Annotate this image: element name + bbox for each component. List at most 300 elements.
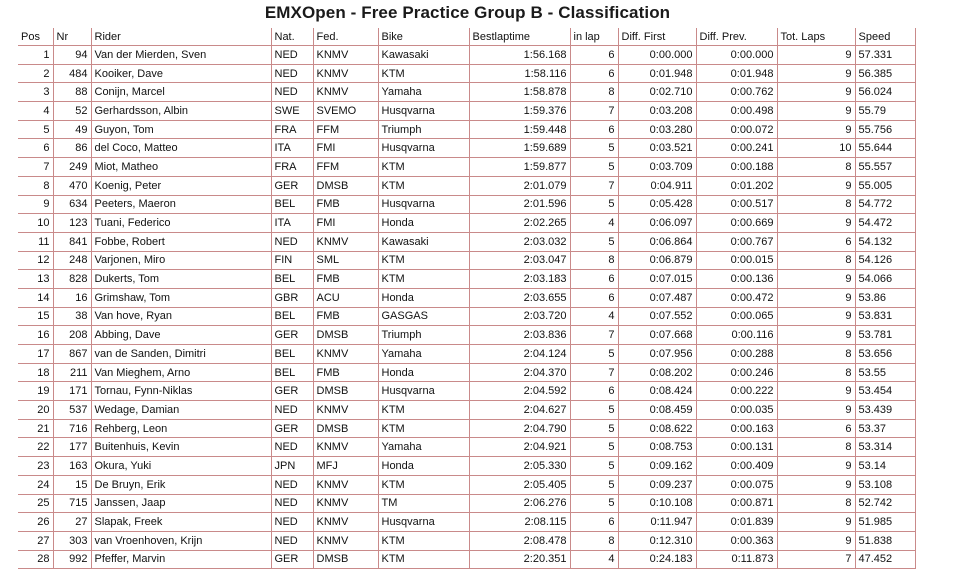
cell-diff-first: 0:06.879 <box>618 251 696 270</box>
cell-in-lap: 8 <box>570 531 618 550</box>
cell-bestlaptime: 1:59.877 <box>469 158 570 177</box>
cell-nat: GER <box>271 550 313 569</box>
cell-diff-prev: 0:01.948 <box>696 64 777 83</box>
cell-in-lap: 5 <box>570 494 618 513</box>
table-row <box>18 139 915 158</box>
cell-fed: DMSB <box>313 382 378 401</box>
cell-nr: 470 <box>53 176 91 195</box>
cell-tot-laps: 9 <box>777 120 855 139</box>
cell-nr: 86 <box>53 139 91 158</box>
cell-nat: GER <box>271 176 313 195</box>
table-row <box>18 494 915 513</box>
cell-in-lap: 7 <box>570 176 618 195</box>
cell-tot-laps: 8 <box>777 438 855 457</box>
cell-rider: Kooiker, Dave <box>91 64 271 83</box>
cell-diff-prev: 0:00.288 <box>696 345 777 364</box>
cell-bike: Husqvarna <box>378 102 469 121</box>
cell-diff-prev: 0:00.188 <box>696 158 777 177</box>
cell-speed: 54.132 <box>855 232 915 251</box>
cell-pos: 17 <box>18 345 53 364</box>
table-row <box>18 251 915 270</box>
cell-diff-first: 0:05.428 <box>618 195 696 214</box>
table-row <box>18 345 915 364</box>
cell-speed: 54.126 <box>855 251 915 270</box>
cell-diff-prev: 0:00.163 <box>696 419 777 438</box>
cell-diff-prev: 0:11.873 <box>696 550 777 569</box>
cell-rider: Tornau, Fynn-Niklas <box>91 382 271 401</box>
cell-diff-first: 0:08.202 <box>618 363 696 382</box>
cell-bike: Kawasaki <box>378 46 469 65</box>
cell-speed: 54.066 <box>855 270 915 289</box>
table-body <box>18 46 915 569</box>
cell-diff-prev: 0:00.871 <box>696 494 777 513</box>
cell-nr: 716 <box>53 419 91 438</box>
cell-diff-first: 0:07.956 <box>618 345 696 364</box>
cell-fed: FMB <box>313 363 378 382</box>
cell-bike: Honda <box>378 457 469 476</box>
cell-fed: FFM <box>313 158 378 177</box>
cell-rider: Dukerts, Tom <box>91 270 271 289</box>
cell-nr: 163 <box>53 457 91 476</box>
cell-nr: 634 <box>53 195 91 214</box>
cell-in-lap: 5 <box>570 457 618 476</box>
cell-fed: KNMV <box>313 531 378 550</box>
cell-pos: 3 <box>18 83 53 102</box>
cell-speed: 53.37 <box>855 419 915 438</box>
cell-tot-laps: 9 <box>777 64 855 83</box>
cell-nat: NED <box>271 494 313 513</box>
table-row <box>18 475 915 494</box>
cell-tot-laps: 9 <box>777 457 855 476</box>
cell-nr: 177 <box>53 438 91 457</box>
cell-tot-laps: 8 <box>777 158 855 177</box>
cell-diff-prev: 0:01.202 <box>696 176 777 195</box>
cell-bike: Honda <box>378 288 469 307</box>
cell-in-lap: 6 <box>570 288 618 307</box>
table-row <box>18 550 915 569</box>
cell-bestlaptime: 2:08.115 <box>469 513 570 532</box>
cell-diff-first: 0:24.183 <box>618 550 696 569</box>
cell-pos: 23 <box>18 457 53 476</box>
cell-diff-prev: 0:00.762 <box>696 83 777 102</box>
cell-speed: 53.86 <box>855 288 915 307</box>
cell-nat: NED <box>271 401 313 420</box>
cell-nat: NED <box>271 475 313 494</box>
cell-pos: 14 <box>18 288 53 307</box>
cell-nat: FRA <box>271 158 313 177</box>
cell-diff-prev: 0:00.222 <box>696 382 777 401</box>
cell-in-lap: 6 <box>570 382 618 401</box>
cell-tot-laps: 7 <box>777 550 855 569</box>
cell-bestlaptime: 2:04.124 <box>469 345 570 364</box>
cell-rider: Pfeffer, Marvin <box>91 550 271 569</box>
cell-nr: 16 <box>53 288 91 307</box>
cell-diff-first: 0:06.097 <box>618 214 696 233</box>
table-row <box>18 288 915 307</box>
cell-in-lap: 6 <box>570 270 618 289</box>
cell-speed: 57.331 <box>855 46 915 65</box>
cell-speed: 54.772 <box>855 195 915 214</box>
cell-fed: DMSB <box>313 419 378 438</box>
cell-bestlaptime: 1:58.116 <box>469 64 570 83</box>
cell-pos: 7 <box>18 158 53 177</box>
cell-in-lap: 5 <box>570 139 618 158</box>
cell-nr: 841 <box>53 232 91 251</box>
cell-speed: 56.024 <box>855 83 915 102</box>
cell-tot-laps: 6 <box>777 232 855 251</box>
cell-rider: van de Sanden, Dimitri <box>91 345 271 364</box>
cell-in-lap: 5 <box>570 401 618 420</box>
cell-bike: Husqvarna <box>378 513 469 532</box>
table-row <box>18 363 915 382</box>
cell-diff-prev: 0:00.246 <box>696 363 777 382</box>
table-row <box>18 120 915 139</box>
cell-fed: KNMV <box>313 46 378 65</box>
table-row <box>18 401 915 420</box>
cell-nat: ITA <box>271 139 313 158</box>
cell-diff-first: 0:09.237 <box>618 475 696 494</box>
cell-tot-laps: 8 <box>777 195 855 214</box>
cell-nr: 537 <box>53 401 91 420</box>
cell-bike: Yamaha <box>378 438 469 457</box>
table-header-row <box>18 28 915 46</box>
cell-diff-prev: 0:00.072 <box>696 120 777 139</box>
cell-speed: 56.385 <box>855 64 915 83</box>
cell-tot-laps: 9 <box>777 102 855 121</box>
cell-nat: BEL <box>271 270 313 289</box>
cell-speed: 53.314 <box>855 438 915 457</box>
cell-tot-laps: 9 <box>777 382 855 401</box>
cell-bike: Husqvarna <box>378 139 469 158</box>
cell-fed: FFM <box>313 120 378 139</box>
cell-pos: 27 <box>18 531 53 550</box>
cell-pos: 13 <box>18 270 53 289</box>
cell-rider: del Coco, Matteo <box>91 139 271 158</box>
cell-fed: KNMV <box>313 83 378 102</box>
cell-rider: Fobbe, Robert <box>91 232 271 251</box>
cell-diff-prev: 0:01.839 <box>696 513 777 532</box>
cell-tot-laps: 9 <box>777 270 855 289</box>
table-row <box>18 46 915 65</box>
cell-nr: 303 <box>53 531 91 550</box>
cell-diff-first: 0:04.911 <box>618 176 696 195</box>
cell-speed: 53.831 <box>855 307 915 326</box>
cell-bestlaptime: 2:03.047 <box>469 251 570 270</box>
cell-nat: ITA <box>271 214 313 233</box>
cell-nr: 123 <box>53 214 91 233</box>
table-row <box>18 214 915 233</box>
cell-bike: KTM <box>378 270 469 289</box>
cell-in-lap: 4 <box>570 214 618 233</box>
cell-bestlaptime: 1:59.448 <box>469 120 570 139</box>
cell-in-lap: 6 <box>570 46 618 65</box>
cell-bestlaptime: 2:01.596 <box>469 195 570 214</box>
cell-bike: KTM <box>378 401 469 420</box>
cell-bike: KTM <box>378 176 469 195</box>
cell-bestlaptime: 2:05.405 <box>469 475 570 494</box>
table-row <box>18 176 915 195</box>
cell-fed: SVEMO <box>313 102 378 121</box>
cell-pos: 11 <box>18 232 53 251</box>
cell-nat: GER <box>271 326 313 345</box>
cell-nr: 484 <box>53 64 91 83</box>
cell-nat: FIN <box>271 251 313 270</box>
cell-pos: 20 <box>18 401 53 420</box>
cell-bike: KTM <box>378 158 469 177</box>
column-header-rider: Rider <box>91 28 271 46</box>
cell-nat: JPN <box>271 457 313 476</box>
cell-fed: FMI <box>313 214 378 233</box>
cell-pos: 5 <box>18 120 53 139</box>
cell-rider: De Bruyn, Erik <box>91 475 271 494</box>
cell-bestlaptime: 2:02.265 <box>469 214 570 233</box>
column-header-in-lap: in lap <box>570 28 618 46</box>
cell-speed: 52.742 <box>855 494 915 513</box>
column-header-nat: Nat. <box>271 28 313 46</box>
cell-diff-first: 0:02.710 <box>618 83 696 102</box>
cell-nr: 828 <box>53 270 91 289</box>
cell-pos: 6 <box>18 139 53 158</box>
cell-fed: FMB <box>313 307 378 326</box>
cell-diff-prev: 0:00.131 <box>696 438 777 457</box>
cell-bike: KTM <box>378 419 469 438</box>
cell-nr: 992 <box>53 550 91 569</box>
cell-diff-first: 0:07.668 <box>618 326 696 345</box>
cell-nr: 208 <box>53 326 91 345</box>
page-title: EMXOpen - Free Practice Group B - Classification <box>264 3 671 22</box>
cell-tot-laps: 8 <box>777 494 855 513</box>
cell-diff-first: 0:03.709 <box>618 158 696 177</box>
cell-bestlaptime: 2:20.351 <box>469 550 570 569</box>
cell-nat: NED <box>271 64 313 83</box>
cell-bike: Triumph <box>378 326 469 345</box>
column-header-tot-laps: Tot. Laps <box>777 28 855 46</box>
cell-rider: Gerhardsson, Albin <box>91 102 271 121</box>
cell-pos: 15 <box>18 307 53 326</box>
column-header-bestlaptime: Bestlaptime <box>469 28 570 46</box>
cell-diff-first: 0:07.552 <box>618 307 696 326</box>
cell-nat: GBR <box>271 288 313 307</box>
cell-bestlaptime: 2:08.478 <box>469 531 570 550</box>
cell-pos: 19 <box>18 382 53 401</box>
cell-rider: Peeters, Maeron <box>91 195 271 214</box>
cell-nr: 715 <box>53 494 91 513</box>
cell-rider: Rehberg, Leon <box>91 419 271 438</box>
cell-fed: MFJ <box>313 457 378 476</box>
cell-nr: 249 <box>53 158 91 177</box>
cell-rider: Buitenhuis, Kevin <box>91 438 271 457</box>
cell-diff-first: 0:09.162 <box>618 457 696 476</box>
cell-nr: 88 <box>53 83 91 102</box>
table-row <box>18 438 915 457</box>
cell-bike: Yamaha <box>378 345 469 364</box>
cell-nat: NED <box>271 531 313 550</box>
cell-in-lap: 5 <box>570 158 618 177</box>
cell-in-lap: 4 <box>570 550 618 569</box>
cell-in-lap: 8 <box>570 251 618 270</box>
cell-speed: 55.756 <box>855 120 915 139</box>
cell-speed: 51.838 <box>855 531 915 550</box>
cell-bestlaptime: 1:56.168 <box>469 46 570 65</box>
cell-tot-laps: 9 <box>777 83 855 102</box>
cell-bestlaptime: 2:04.790 <box>469 419 570 438</box>
cell-in-lap: 5 <box>570 475 618 494</box>
cell-tot-laps: 8 <box>777 251 855 270</box>
cell-diff-prev: 0:00.363 <box>696 531 777 550</box>
table-row <box>18 64 915 83</box>
cell-diff-prev: 0:00.498 <box>696 102 777 121</box>
cell-diff-first: 0:10.108 <box>618 494 696 513</box>
cell-rider: Guyon, Tom <box>91 120 271 139</box>
cell-diff-first: 0:03.521 <box>618 139 696 158</box>
cell-fed: FMI <box>313 139 378 158</box>
cell-rider: Wedage, Damian <box>91 401 271 420</box>
cell-bike: Honda <box>378 363 469 382</box>
cell-in-lap: 5 <box>570 419 618 438</box>
cell-nat: NED <box>271 83 313 102</box>
cell-bike: KTM <box>378 64 469 83</box>
column-header-nr: Nr <box>53 28 91 46</box>
cell-diff-prev: 0:00.015 <box>696 251 777 270</box>
cell-in-lap: 5 <box>570 232 618 251</box>
cell-diff-prev: 0:00.000 <box>696 46 777 65</box>
cell-bestlaptime: 1:58.878 <box>469 83 570 102</box>
cell-diff-first: 0:00.000 <box>618 46 696 65</box>
table-row <box>18 232 915 251</box>
cell-speed: 53.454 <box>855 382 915 401</box>
classification-table <box>18 28 916 569</box>
table-row <box>18 158 915 177</box>
cell-bestlaptime: 2:03.720 <box>469 307 570 326</box>
cell-bike: Honda <box>378 214 469 233</box>
cell-bestlaptime: 2:04.627 <box>469 401 570 420</box>
cell-pos: 26 <box>18 513 53 532</box>
cell-pos: 9 <box>18 195 53 214</box>
cell-in-lap: 5 <box>570 195 618 214</box>
cell-diff-first: 0:08.424 <box>618 382 696 401</box>
table-row <box>18 531 915 550</box>
cell-in-lap: 5 <box>570 438 618 457</box>
cell-in-lap: 7 <box>570 326 618 345</box>
cell-speed: 53.656 <box>855 345 915 364</box>
cell-tot-laps: 9 <box>777 176 855 195</box>
cell-rider: Miot, Matheo <box>91 158 271 177</box>
cell-tot-laps: 8 <box>777 345 855 364</box>
cell-bestlaptime: 2:05.330 <box>469 457 570 476</box>
cell-fed: KNMV <box>313 513 378 532</box>
cell-bestlaptime: 2:04.592 <box>469 382 570 401</box>
cell-rider: Abbing, Dave <box>91 326 271 345</box>
cell-bestlaptime: 2:03.183 <box>469 270 570 289</box>
cell-tot-laps: 9 <box>777 401 855 420</box>
cell-rider: Conijn, Marcel <box>91 83 271 102</box>
cell-fed: KNMV <box>313 232 378 251</box>
cell-in-lap: 8 <box>570 83 618 102</box>
cell-rider: Grimshaw, Tom <box>91 288 271 307</box>
cell-diff-prev: 0:00.517 <box>696 195 777 214</box>
cell-bestlaptime: 2:01.079 <box>469 176 570 195</box>
table-row <box>18 382 915 401</box>
cell-tot-laps: 9 <box>777 326 855 345</box>
cell-nr: 15 <box>53 475 91 494</box>
cell-diff-first: 0:11.947 <box>618 513 696 532</box>
cell-diff-prev: 0:00.035 <box>696 401 777 420</box>
cell-rider: Tuani, Federico <box>91 214 271 233</box>
cell-nr: 248 <box>53 251 91 270</box>
cell-bike: KTM <box>378 550 469 569</box>
cell-nr: 38 <box>53 307 91 326</box>
table-row <box>18 83 915 102</box>
cell-diff-prev: 0:00.409 <box>696 457 777 476</box>
cell-diff-first: 0:06.864 <box>618 232 696 251</box>
cell-in-lap: 7 <box>570 102 618 121</box>
table-row <box>18 457 915 476</box>
cell-nat: NED <box>271 232 313 251</box>
cell-rider: Van hove, Ryan <box>91 307 271 326</box>
cell-diff-first: 0:08.753 <box>618 438 696 457</box>
cell-bike: Husqvarna <box>378 382 469 401</box>
table-row <box>18 270 915 289</box>
column-header-diff-prev: Diff. Prev. <box>696 28 777 46</box>
cell-tot-laps: 9 <box>777 214 855 233</box>
cell-pos: 8 <box>18 176 53 195</box>
cell-nr: 49 <box>53 120 91 139</box>
cell-pos: 2 <box>18 64 53 83</box>
cell-fed: DMSB <box>313 176 378 195</box>
cell-rider: Varjonen, Miro <box>91 251 271 270</box>
table-row <box>18 326 915 345</box>
cell-diff-first: 0:01.948 <box>618 64 696 83</box>
cell-bike: KTM <box>378 475 469 494</box>
cell-pos: 25 <box>18 494 53 513</box>
cell-speed: 53.439 <box>855 401 915 420</box>
cell-nat: BEL <box>271 345 313 364</box>
cell-tot-laps: 9 <box>777 531 855 550</box>
cell-diff-first: 0:08.622 <box>618 419 696 438</box>
cell-fed: KNMV <box>313 401 378 420</box>
cell-nr: 211 <box>53 363 91 382</box>
cell-fed: KNMV <box>313 345 378 364</box>
cell-diff-prev: 0:00.472 <box>696 288 777 307</box>
cell-diff-prev: 0:00.241 <box>696 139 777 158</box>
cell-speed: 53.781 <box>855 326 915 345</box>
cell-fed: DMSB <box>313 550 378 569</box>
cell-nat: BEL <box>271 195 313 214</box>
cell-diff-first: 0:07.015 <box>618 270 696 289</box>
cell-tot-laps: 9 <box>777 288 855 307</box>
cell-bestlaptime: 2:04.921 <box>469 438 570 457</box>
cell-rider: Van der Mierden, Sven <box>91 46 271 65</box>
cell-pos: 18 <box>18 363 53 382</box>
cell-nat: NED <box>271 438 313 457</box>
cell-speed: 51.985 <box>855 513 915 532</box>
cell-bestlaptime: 2:03.836 <box>469 326 570 345</box>
cell-diff-first: 0:12.310 <box>618 531 696 550</box>
cell-bestlaptime: 2:06.276 <box>469 494 570 513</box>
cell-nr: 94 <box>53 46 91 65</box>
cell-diff-first: 0:03.208 <box>618 102 696 121</box>
cell-bestlaptime: 1:59.376 <box>469 102 570 121</box>
cell-nat: NED <box>271 46 313 65</box>
cell-in-lap: 6 <box>570 513 618 532</box>
cell-rider: Okura, Yuki <box>91 457 271 476</box>
cell-fed: ACU <box>313 288 378 307</box>
table-row <box>18 102 915 121</box>
cell-tot-laps: 9 <box>777 46 855 65</box>
cell-rider: van Vroenhoven, Krijn <box>91 531 271 550</box>
cell-tot-laps: 8 <box>777 363 855 382</box>
cell-bestlaptime: 2:03.032 <box>469 232 570 251</box>
